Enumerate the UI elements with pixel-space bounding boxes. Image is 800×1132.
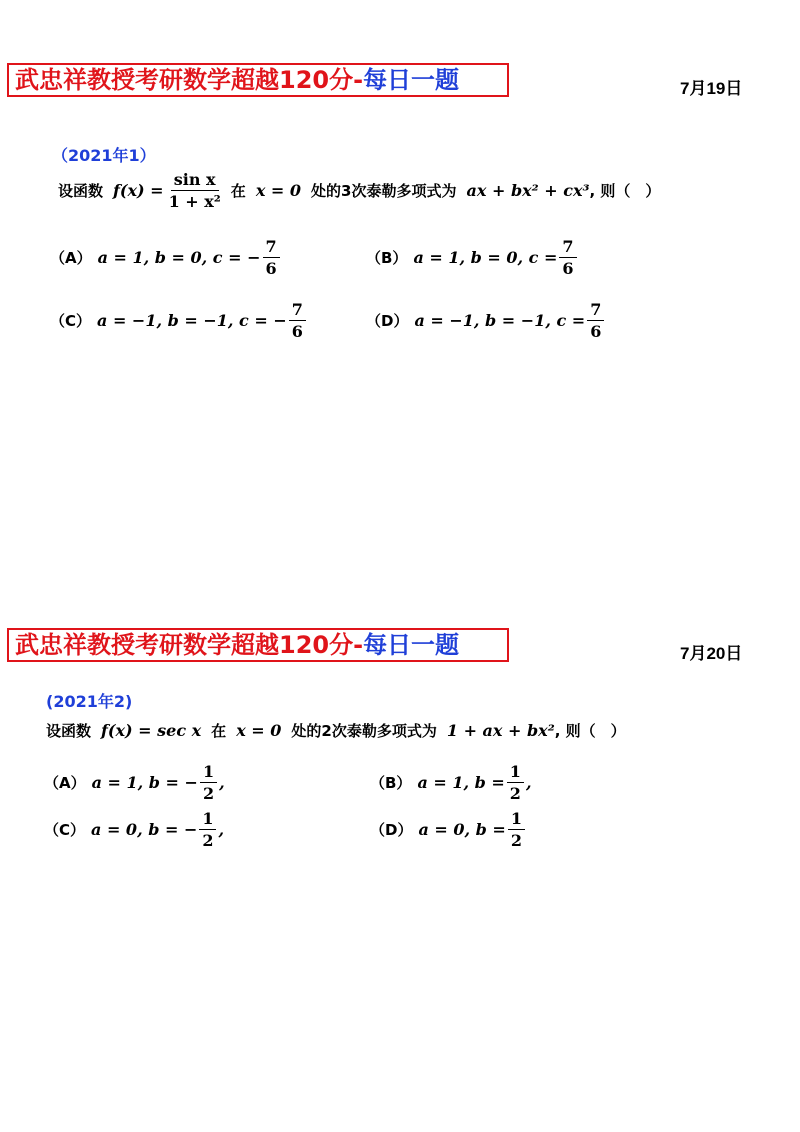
option-expr-text: a = −1, b = −1, c = (414, 311, 586, 330)
problem-2-option-d (370, 809, 527, 850)
stem-lead: 设函数 (46, 722, 92, 740)
option-fraction (263, 237, 280, 278)
option-trailing: , (525, 773, 532, 792)
option-expr-text: a = −1, b = −1, c = − (97, 311, 287, 330)
fraction-denominator: 6 (291, 322, 303, 341)
problem-2-date: 7月20日 (680, 644, 743, 663)
option-label: （B） (370, 774, 412, 792)
banner-title: 武忠祥教授考研数学超越120分- (15, 631, 364, 659)
fraction-numerator: 7 (289, 300, 306, 321)
stem-lead: 设函数 (58, 182, 104, 200)
option-expression (417, 762, 531, 803)
problem-1-option-d (366, 300, 606, 341)
stem-point: x = 0 (255, 181, 302, 200)
problem-1-banner (7, 63, 509, 97)
problem-2-banner (7, 628, 509, 662)
stem-at-word: 在 (211, 722, 227, 740)
option-expression (413, 237, 578, 278)
option-expr-text: a = 1, b = 0, c = (413, 248, 558, 267)
problem-2-source-tag: (2021年2) (46, 692, 133, 711)
problem-1-stem (58, 170, 660, 211)
option-expr-text: a = 1, b = − (91, 773, 198, 792)
option-expression (98, 237, 282, 278)
stem-function: f(x) = sec x (101, 721, 202, 740)
problem-2-option-c (44, 809, 224, 850)
problem-1-option-b (366, 237, 579, 278)
fraction-denominator: 6 (265, 259, 277, 278)
option-label: （A） (44, 774, 86, 792)
option-expression (91, 809, 224, 850)
option-trailing: , (218, 820, 225, 839)
fraction-numerator: 7 (559, 237, 576, 258)
problem-1-option-a (50, 237, 282, 278)
problem-1-source-tag: （2021年1） (52, 146, 156, 165)
fraction-numerator: 1 (508, 809, 525, 830)
option-fraction (587, 300, 604, 341)
fraction-numerator: 1 (507, 762, 524, 783)
fraction-denominator: 2 (202, 831, 214, 850)
option-trailing: , (219, 773, 225, 792)
stem-function (113, 170, 226, 211)
option-expression (92, 762, 225, 803)
stem-polynomial: 1 + ax + bx² (446, 721, 555, 740)
fraction-denominator: 2 (202, 784, 215, 803)
option-expr-text: a = 1, b = 0, c = − (97, 248, 261, 267)
banner-highlight: 每日一题 (363, 631, 460, 659)
option-label: （C） (50, 312, 92, 330)
fraction-denominator: 6 (562, 259, 574, 278)
option-label: （D） (366, 312, 409, 330)
fraction-numerator: 1 (199, 809, 216, 830)
option-fraction (199, 809, 216, 850)
stem-fraction (166, 170, 224, 211)
fraction-denominator: 2 (510, 831, 522, 850)
option-expression (414, 300, 606, 341)
fraction-denominator: 1 + x² (168, 192, 221, 211)
stem-polynomial: ax + bx² + cx³ (466, 181, 590, 200)
fraction-numerator: 7 (263, 237, 280, 258)
option-label: （D） (370, 821, 413, 839)
problem-2-option-b (370, 762, 532, 803)
fraction-numerator: 7 (587, 300, 604, 321)
option-expr-text: a = 0, b = (418, 820, 506, 839)
option-fraction (200, 762, 217, 803)
stem-ask: , 则（ ） (589, 182, 661, 200)
option-expr-text: a = 0, b = − (91, 820, 198, 839)
stem-at-word: 在 (230, 182, 246, 200)
option-expression (418, 809, 527, 850)
option-fraction (508, 809, 525, 850)
fraction-numerator: 1 (200, 762, 217, 783)
function-name: f(x) = (113, 181, 164, 200)
fraction-denominator: 6 (590, 322, 602, 341)
stem-tail: 处的2次泰勒多项式为 (291, 722, 437, 740)
banner-title: 武忠祥教授考研数学超越120分- (15, 66, 364, 94)
stem-point: x = 0 (236, 721, 282, 740)
option-expression (97, 300, 308, 341)
option-label: （A） (50, 249, 92, 267)
banner-highlight: 每日一题 (363, 66, 460, 94)
stem-tail: 处的3次泰勒多项式为 (311, 182, 457, 200)
option-fraction (289, 300, 306, 341)
problem-1-date: 7月19日 (680, 79, 743, 98)
fraction-denominator: 2 (509, 784, 521, 803)
problem-2-option-a (44, 762, 225, 803)
option-fraction (507, 762, 524, 803)
option-expr-text: a = 1, b = (417, 773, 505, 792)
stem-ask: , 则（ ） (554, 722, 626, 740)
problem-2-stem (46, 720, 626, 741)
fraction-numerator: sin x (171, 170, 219, 191)
option-fraction (559, 237, 576, 278)
problem-1-option-c (50, 300, 308, 341)
option-label: （C） (44, 821, 86, 839)
option-label: （B） (366, 249, 408, 267)
